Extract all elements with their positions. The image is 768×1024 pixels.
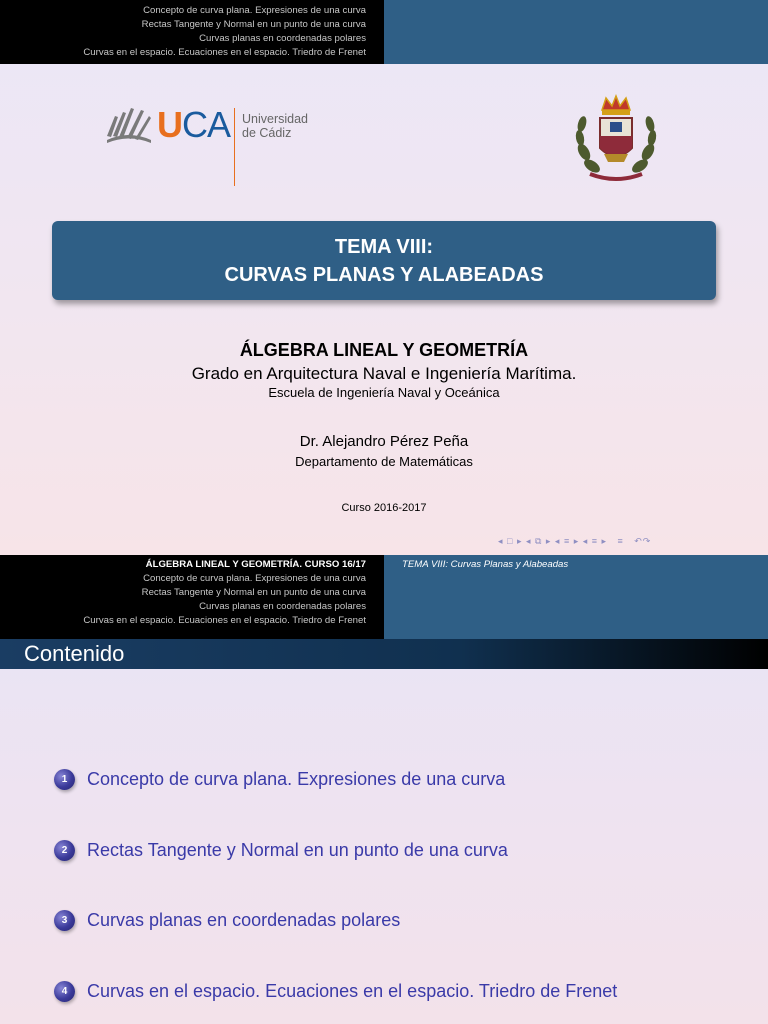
section-link-3[interactable]: Curvas planas en coordenadas polares [199,33,366,44]
title-block [52,221,716,300]
subject-title: ÁLGEBRA LINEAL Y GEOMETRÍA [239,340,529,360]
toc-label[interactable]: Curvas en el espacio. Ecuaciones en el espacio. Triedro de Frenet [87,981,618,1001]
section-link-2[interactable]: Rectas Tangente y Normal en un punto de una curva [141,587,366,598]
toc-item-2[interactable] [54,840,508,861]
section-link-4[interactable]: Curvas en el espacio. Ecuaciones en el espacio. Triedro de Frenet [83,615,366,626]
toc-item-1[interactable] [54,769,505,790]
logo-divider [234,108,235,186]
headline-bar-2 [0,555,768,639]
toc-item-4[interactable] [54,981,617,1002]
headline-sections [0,0,384,64]
department-name: Departamento de Matemáticas [295,454,473,469]
toc-label[interactable]: Concepto de curva plana. Expresiones de una curva [87,769,506,789]
university-name: Universidad de Cádiz [242,112,309,140]
title-line-2: CURVAS PLANAS Y ALABEADAS [224,264,544,286]
toc-label[interactable]: Rectas Tangente y Normal en un punto de una curva [87,840,508,860]
crest-icon [570,92,662,188]
toc-bullet: 3 [54,910,75,931]
author-name: Dr. Alejandro Pérez Peña [299,433,469,450]
uca-wordmark: UCA [157,104,231,145]
school-name: Escuela de Ingeniería Naval y Oceánica [268,385,500,400]
toc-label[interactable]: Curvas planas en coordenadas polares [87,910,401,930]
section-link-1[interactable]: Concepto de curva plana. Expresiones de una curva [143,573,366,584]
topic-title: TEMA VIII: Curvas Planas y Alabeadas [402,559,569,570]
toc-item-3[interactable] [54,910,400,931]
contents-slide [0,555,768,1024]
uca-fan-icon [105,106,153,144]
title-line-1: TEMA VIII: [334,236,434,258]
toc-bullet: 4 [54,981,75,1002]
headline-bar [0,0,768,64]
degree-name: Grado en Arquitectura Naval e Ingeniería Marítima. [191,364,577,383]
section-link-2[interactable]: Rectas Tangente y Normal en un punto de una curva [141,19,366,30]
topic-header [384,555,768,639]
section-link-4[interactable]: Curvas en el espacio. Ecuaciones en el espacio. Triedro de Frenet [83,47,366,58]
section-link-1[interactable]: Concepto de curva plana. Expresiones de una curva [143,5,366,16]
headline-right [384,0,768,64]
course-header: ÁLGEBRA LINEAL Y GEOMETRÍA. CURSO 16/17 [145,559,366,570]
toc-bullet: 1 [54,769,75,790]
toc-bullet: 2 [54,840,75,861]
course-year: Curso 2016-2017 [341,502,427,514]
headline-sections-2 [0,555,384,639]
section-link-3[interactable]: Curvas planas en coordenadas polares [199,601,366,612]
beamer-nav-icon[interactable]: ◂ □ ▸ ◂ ⧉ ▸ ◂ ≡ ▸ ◂ ≡ ▸ ≡ ↶↷ [498,536,652,546]
frame-title: Contenido [0,639,768,669]
uca-logo [105,100,335,190]
